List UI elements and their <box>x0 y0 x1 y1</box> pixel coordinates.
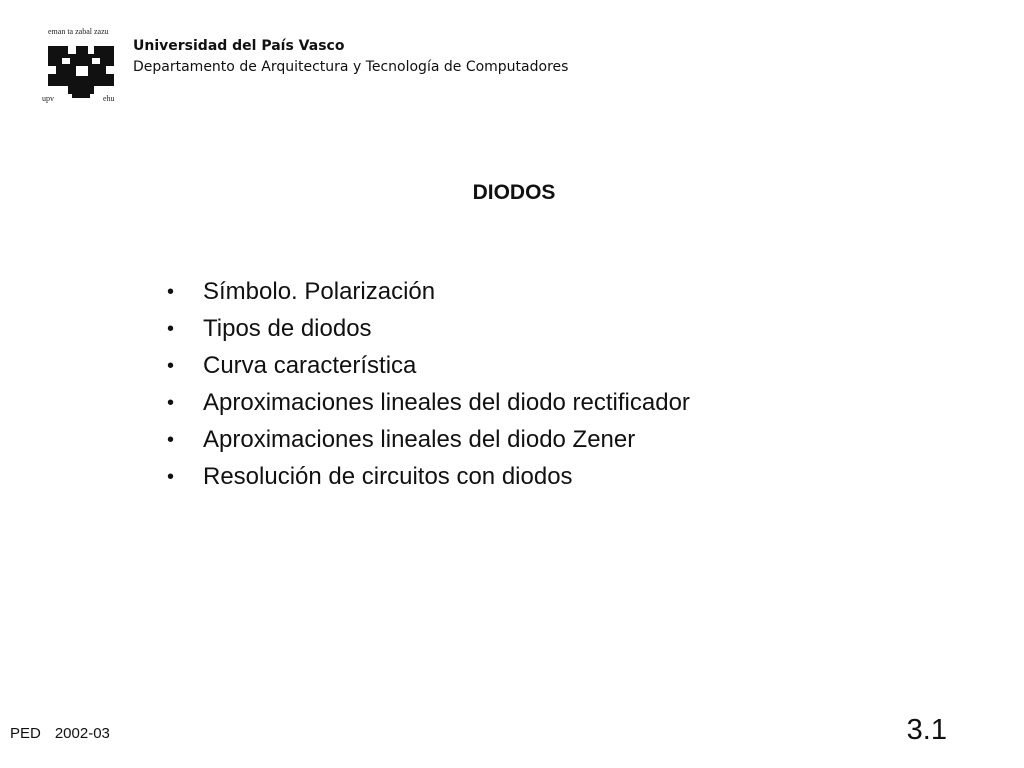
logo-motto: eman ta zabal zazu <box>48 27 109 36</box>
bullet-icon: • <box>167 429 175 451</box>
bullet-icon: • <box>167 281 175 303</box>
topic-label: Curva característica <box>203 352 417 379</box>
logo-ehu-text: ehu <box>103 94 115 103</box>
slide-title: DIODOS <box>472 181 556 204</box>
university-name: Universidad del País Vasco <box>133 38 345 54</box>
department-name: Departamento de Arquitectura y Tecnología de Computadores <box>133 59 569 75</box>
page-number: 3.1 <box>906 714 947 746</box>
bullet-icon: • <box>167 466 175 488</box>
topic-item <box>165 461 690 498</box>
topic-list <box>165 276 690 498</box>
topic-item <box>165 350 690 387</box>
topic-label: Aproximaciones lineales del diodo Zener <box>203 426 636 453</box>
bullet-icon: • <box>167 318 175 340</box>
topic-label: Aproximaciones lineales del diodo rectificador <box>203 389 690 416</box>
upv-ehu-logo-icon <box>42 40 120 100</box>
logo-upv-text: upv <box>42 94 54 103</box>
topic-item <box>165 276 690 313</box>
topic-label: Resolución de circuitos con diodos <box>203 463 573 490</box>
topic-label: Símbolo. Polarización <box>203 278 436 305</box>
topic-label: Tipos de diodos <box>203 315 372 342</box>
bullet-icon: • <box>167 392 175 414</box>
topic-item <box>165 424 690 461</box>
course-year: 2002-03 <box>54 725 110 742</box>
topic-item <box>165 313 690 350</box>
bullet-icon: • <box>167 355 175 377</box>
topic-item <box>165 387 690 424</box>
course-code: PED <box>10 725 41 742</box>
footer-course-info <box>10 725 110 742</box>
